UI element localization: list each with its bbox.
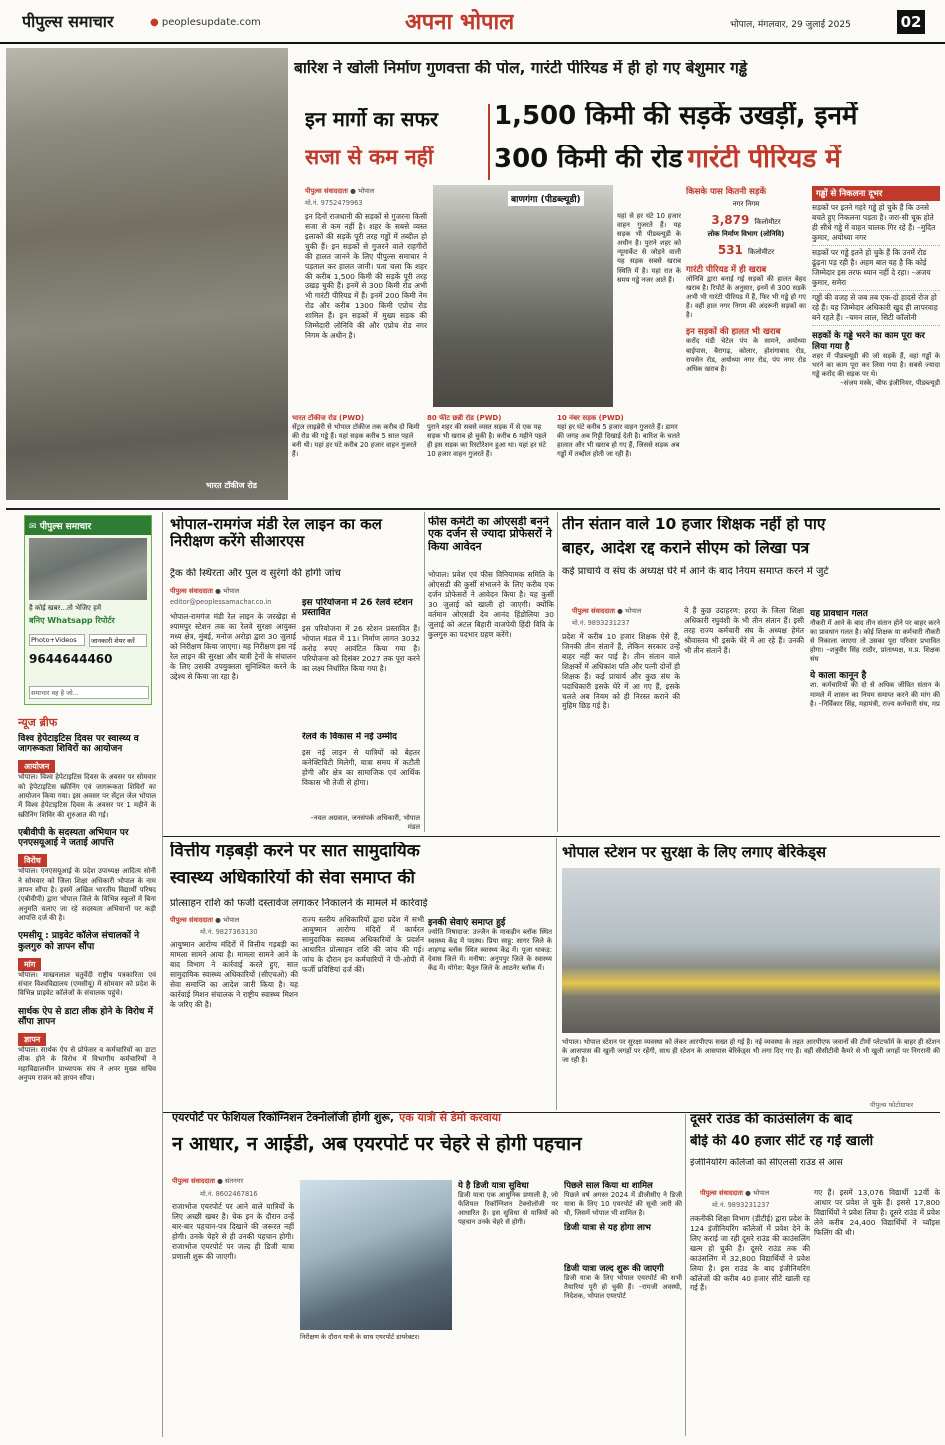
sidebar-right <box>812 186 940 501</box>
airport-byline: पीपुल्स संवाददाता ● संतनगर <box>172 1177 244 1185</box>
page-number: 02 <box>897 10 925 34</box>
stats-sub-2-text: करोंद मंडी चेटेल पंप के सामने, अयोध्या बाईपास, बैरागढ़, कोलार, होशंगाबाद रोड, रायसेन रोड, अयोध्या नगर रोड, पंप नगर रोड अधिक खराब है। <box>686 337 806 373</box>
airport-photo-caption: निरीक्षण के दौरान यात्री के साथ एयरपोर्ट डायरेक्टर। <box>300 1333 420 1341</box>
ad-field-2: जानकारी शेयर करें <box>89 634 147 647</box>
health-phone: मो.नं. 9827363130 <box>200 928 258 936</box>
caption-text: यहां हर घंटे करीब 5 हजार वाहन गुजरते हैं। डामर की जगह अब गिट्टी दिखाई देती है। बारिश के चलते हालात और भी खराब हो गए हैं, जिससे सड़क अब गड्ढों में तब्दील होती जा रही है। <box>557 423 680 458</box>
stats-title: किसके पास कितनी सड़कें <box>686 187 766 197</box>
globe-icon: ● <box>150 17 159 28</box>
sidebar-header: गड्ढों से निकलना दूभर <box>812 186 940 201</box>
sidebar-quote-text: शहर में पीडब्ल्यूडी की जो सड़कें हैं, वहां गड्ढों के भरने का काम पूरा कर लिया गया है। सबसे ज्यादा गड्ढे करोंद की सड़क पर थे। <box>812 351 940 379</box>
masthead <box>0 0 945 44</box>
health-body-2: राज्य स्तरीय अधिकारियों द्वारा प्रदेश में सभी आयुष्मान आरोग्य मंदिरों में कार्यरत सामुदायिक स्वास्थ्य अधिकारियों के प्रदर्शन आधारित प्रोत्साहन राशि की जांच की गई। जांच के दौरान इन कर्मचारियों ने पी-ओपी में फर्जी प्रविष्टियां दर्ज कीं। <box>302 915 424 974</box>
rail-email: editor@peoplessamachar.co.in <box>170 598 272 606</box>
rail-body-3: इस नई लाइन से यात्रियों को बेहतर कनेक्टिविटी मिलेगी, यात्रा समय में कटौती होगी और क्षेत्र का सामाजिक एवं आर्थिक विकास भी तेजी से होगा। <box>302 748 420 787</box>
rail-body-2: इस परियोजना में 26 स्टेशन प्रस्तावित हैं। भोपाल मंडल में 11। निर्माण लागत 3032 करोड़ रुपए आवंटित किया गया है। परियोजना को दिसंबर 2027 तक पूरा करने का लक्ष्य निर्धारित किया गया है। <box>302 624 420 673</box>
teachers-body: प्रदेश में करीब 10 हजार शिक्षक ऐसे हैं, जिनकी तीन संतानें हैं, लेकिन सरकार उन्हें बाहर नहीं कर पाई है। तीन संतान वाले शिक्षकों में अधिकांश पति और पत्नी दोनों ही शिक्षक हैं। कई प्राचार्य और कुछ संघ के पदाधिकारी इसके घेरे में आ गए हैं, इसके चलते अब नियम को ही निरस्त कराने की मुहिम छिड़ गई है। <box>562 632 680 711</box>
brief-tag: विरोध <box>18 854 47 867</box>
ad-header: ✉ पीपुल्स समाचार <box>25 516 151 535</box>
stats-box <box>686 186 806 501</box>
airport-body: राजाभोज एयरपोर्ट पर आने वाले यात्रियों के लिए अच्छी खबर है। चेक इन के दौरान उन्हें बार-बार पहचान-पत्र दिखाने की जरूरत नहीं होगी। उनके चेहरे से ही उनकी पहचान होगी। राजाभोज एयरपोर्ट पर जल्द ही डिजी यात्रा प्रणाली शुरू की जाएगी। <box>172 1202 294 1261</box>
caption-3 <box>557 414 681 458</box>
fees-headline: फीस कमेटी का ओएसडी बनने एक दर्जन से ज्यादा प्रोफेसरों ने किया आवेदन <box>428 516 552 553</box>
brief-title: न्यूज ब्रीफ <box>18 716 58 729</box>
rail-divider <box>424 512 425 832</box>
brief-tag: मांग <box>18 958 41 971</box>
airport-phone: मो.नं. 8602467816 <box>200 1190 258 1198</box>
lead-headline-2: 300 किमी की रोड गारंटी पीरियड में <box>494 145 841 174</box>
ad-line-2: बनिए Whatsapp रिपोर्टर <box>29 616 115 625</box>
rail-quote-by: –नवल अग्रवाल, जनसंपर्क अधिकारी, भोपाल मंडल <box>310 814 420 832</box>
caption-1 <box>292 414 420 458</box>
caption-title: 80 फीट छन्नी रोड (PWD) <box>427 414 502 422</box>
lead-photo <box>6 48 288 500</box>
road-photo <box>433 185 613 407</box>
airport-headline: न आधार, न आईडी, अब एयरपोर्ट पर चेहरे से होगी पहचान <box>172 1134 582 1155</box>
news-brief <box>18 715 156 1415</box>
health-headline-1: वित्तीय गड़बड़ी करने पर सात सामुदायिक <box>170 842 420 861</box>
station-photo <box>562 868 940 1033</box>
station-photo-by: पीपुल्स फोटोग्राफर <box>870 1101 914 1109</box>
sidebar-item: सड़कों पर इतने गहरे गड्ढे हो चुके हैं कि उनसे बचते हुए निकलना पड़ता है। जरा-सी चूक होते ही सीधे गड्ढे में वाहन चालक गिर रहे हैं। –मुदित कुमार, अयोध्या नगर <box>812 201 940 246</box>
chat-icon: ✉ <box>29 522 37 532</box>
airport-photo <box>300 1180 452 1330</box>
counselling-sub: इंजीनियरिंग कॉलेजों को सीएलसी राउंड से आस <box>690 1158 843 1168</box>
counselling-phone: मो.नं. 9893231237 <box>712 1201 770 1209</box>
stats-sub-2: इन सड़कों की हालत भी खराब <box>686 327 781 338</box>
brief-item: विश्व हेपेटाइटिस दिवस पर स्वास्थ्य व जागरूकता शिविरों का आयोजन आयोजन भोपाल। विश्व हेपेटाइटिस दिवस के अवसर पर सोमवार को हेपेटाइटिस स्क्रीनिंग एवं जागरूकता शिविरों का आयोजन किया गया। इस अवसर पर सेंट्रल जेल भोपाल में विश्व हेपेटाइटिस दिवस के अवसर पर 1 महीने के स्क्रीनिंग शिविर की शुरुआत की गई। <box>18 734 156 819</box>
left-col-divider <box>162 512 163 1437</box>
road-photo-label: बाणगंगा (पीडब्ल्यूडी) <box>508 191 584 206</box>
rail-body: भोपाल-रामगंज मंडी रेल लाइन के जरखेड़ा से श्यामपुर स्टेशन तक का रेलवे सुरक्षा आयुक्त मध्य क्षेत्र, मुंबई, मनोज अरोड़ा द्वारा 30 जुलाई को निरीक्षण किया जाएगा। यह निरीक्षण इस नई रेल लाइन की सुरक्षा और यात्री ट्रेनों के संचालन के लिए उसकी उपयुक्तता सुनिश्चित करने के उद्देश्य से किया जा रहा है। <box>170 612 296 681</box>
road-captions <box>292 414 682 504</box>
paper-name: पीपुल्स समाचार <box>22 12 114 31</box>
rail-byline: पीपुल्स संवाददाता ● भोपाल <box>170 587 240 595</box>
brief-item: एबीवीपी के सदस्यता अभियान पर एनएसयूआई ने जताई आपत्ति विरोध भोपाल। एनएसयूआई के प्रदेश उपाध्यक्ष आदित्य सोनी ने सोमवार को जिला शिक्षा अधिकारी भोपाल के नाम ज्ञापन सौंपा है। इसमें अखिल भारतीय विद्यार्थी परिषद (एबीवीपी) द्वारा भोपाल जिले के विभिन्न स्कूलों में बिना अनुमति चलाए जा रहे सदस्यता अभियानों पर कड़ी आपत्ति दर्ज की है। <box>18 828 156 923</box>
lead-headline-1: 1,500 किमी की सड़कें उखड़ीं, इनमें <box>494 102 858 131</box>
section-title: अपना भोपाल <box>405 10 515 35</box>
sidebar-quote-head: सड़कों के गड्ढे भरने का काम पूरा कर लिया गया है <box>812 330 925 352</box>
fees-body: भोपाल। प्रवेश एवं फीस विनियामक समिति के ओएसडी की कुर्सी संभालने के लिए करीब एक दर्जन प्रोफेसरों ने आवेदन किया है। यह कुर्सी 30 जुलाई को खाली हो जाएगी। क्योंकि वर्तमान ओएसडी देव आनंद हिंडोलिया 30 जुलाई को अटल बिहारी वाजपेयी हिंदी विवि के कुलगुरु का पदभार ग्रहण करेंगे। <box>428 570 554 639</box>
row-divider <box>6 508 940 510</box>
rail-sub-2: इस परियोजना में 26 रेलवे स्टेशन प्रस्तावित <box>302 598 413 619</box>
caption-title: 10 नंबर सड़क (PWD) <box>557 414 624 422</box>
stats-sub-1: गारंटी पीरियड में ही खराब <box>686 265 767 275</box>
ad-footer: समाचार वह है जो... <box>29 686 149 699</box>
teachers-headline-2: बाहर, आदेश रद्द कराने सीएम को लिखा पत्र <box>562 540 810 557</box>
teachers-byline: पीपुल्स संवाददाता ● भोपाल <box>572 607 642 615</box>
website-url: ● peoplesupdate.com <box>150 17 261 28</box>
lead-byline: पीपुल्स संवाददाता ● भोपाल <box>305 187 375 195</box>
lead-side-head-1: इन मार्गो का सफर <box>305 108 439 131</box>
health-divider <box>556 838 557 1110</box>
paper-logo <box>22 10 114 32</box>
head-divider <box>488 104 490 180</box>
rail-headline: भोपाल-रामगंज मंडी रेल लाइन का कल निरीक्षण करेंगे सीआरएस <box>170 516 382 550</box>
mid-divider <box>163 836 940 837</box>
stats-row-2: लोक निर्माण विभाग (लोनिवि) 531 किलोमीटर <box>707 230 785 257</box>
ad-line-1: है कोई खबर...तो भेजिए हमें <box>29 604 102 612</box>
station-headline: भोपाल स्टेशन पर सुरक्षा के लिए लगाए बेरिकेड्स <box>562 844 826 861</box>
airport-side: ये है डिजी यात्रा सुविधा डिजी यात्रा एक आधुनिक प्रणाली है, जो फेशियल रिकॉग्निशन टेक्नोलॉजी पर आधारित है। इस सुविधा से यात्रियों को पहचान उनके चेहरे से होगी। पिछले साल किया था शामिल पिछले वर्ष अगस्त 2024 में डीजीसीए ने डिजी यात्रा के लिए 10 एयरपोर्ट की सूची जारी की थी, जिसमें भोपाल भी शामिल है। डिजी यात्रा से यह होगा लाभ डिजी यात्रा जल्द शुरू की जाएगी डिजी यात्रा के लिए भोपाल एयरपोर्ट की सभी तैयारियां पूरी हो चुकी हैं। –रामजी अवस्थी, निदेशक, भोपाल एयरपोर्ट <box>458 1181 682 1301</box>
teachers-body-2: ये हैं कुछ उदाहरण: हरदा के जिला शिक्षा अधिकारी रघुवंशी के भी तीन संतान हैं। इसी तरह राज्य कर्मचारी संघ के अध्यक्ष हेमंत श्रीवास्तव भी इसके घेरे में आ रहे हैं। उनकी भी तीन संतानें हैं। <box>684 606 804 655</box>
teachers-headline-1: तीन संतान वाले 10 हजार शिक्षक नहीं हो पाए <box>562 516 826 533</box>
caption-title: भारत टॉकीज रोड (PWD) <box>292 414 365 422</box>
sidebar-quote-by: –संजय मस्के, चीफ इंजीनियर, पीडब्ल्यूडी <box>840 379 940 388</box>
caption-2 <box>427 414 552 458</box>
sidebar-item: गड्ढों की वजह से जब तब एक-दो हादसे रोज हो रहे हैं। यह जिम्मेदार अधिकारी खुद ही लापरवाह बने रहते हैं। –चमन लाल, सिटी कॉलोनी <box>812 291 940 326</box>
airport-kicker: एयरपोर्ट पर फेशियल रिकॉग्निशन टेक्नोलॉजी होगी शुरू, एक यात्री से डेमो करवाया <box>172 1111 502 1124</box>
ad-field-1: Photo+Videos <box>29 634 85 646</box>
brief-tag: आयोजन <box>18 760 55 773</box>
rail-sub: ट्रैक की स्थिरता और पुल व सुरंगों की होगी जांच <box>170 568 341 579</box>
stats-row-1: नगर निगम 3,879 किलोमीटर <box>711 200 781 227</box>
teachers-side: यह प्रावधान गलत नौकरी में आने के बाद तीन संतान होने पर बाहर करने का प्रावधान गलत है। कोई शिक्षक या कर्मचारी नौकरी से निकाला जाएगा तो उसका पूरा परिवार प्रभावित होगा। –शत्रुवीर सिंह राठौर, प्रांताध्यक्ष, म.प्र. शिक्षक संघ ये काला कानून है शा. कर्मचारियों की दो से अधिक जीवित संतान के मामले में शासन का नियम समाप्त करने की मांग की है। –निर्विकार सिंह, महामंत्री, राज्य कर्मचारी संघ, मप्र <box>810 609 940 708</box>
ad-number: 9644644460 <box>29 652 113 666</box>
sidebar-item: सड़कों पर गड्ढे इतने हो चुके हैं कि उनमें रोड ढूंढ़ना पड़ रही है। अहम बात यह है कि कोई जिम्मेदार इस तरफ ध्यान नहीं दे रहा। –अजय कुमार, समेरा <box>812 246 940 291</box>
dateline: भोपाल, मंगलवार, 29 जुलाई 2025 <box>730 20 851 30</box>
rail-sub-3: रेलवे के विकास में नई उम्मीद <box>302 732 397 742</box>
counselling-body-2: गए हैं। इसमें 13,076 विद्यार्थी 12वीं के आधार पर प्रवेश ले चुके हैं। इससे 17,800 विद्यार्थियों ने प्रवेश लिया है। दूसरे राउंड में प्रवेश लेने करीब 24,400 विद्यार्थियों ने च्वॉइस फिलिंग की थी। <box>814 1188 940 1237</box>
brief-item: एमसीयू : प्राइवेट कॉलेज संचालकों ने कुलगुरु को ज्ञापन सौंपा मांग भोपाल। माखनलाल चतुर्वेदी राष्ट्रीय पत्रकारिता एवं संचार विश्वविद्यालय (एमसीयू) में सोमवार को प्रदेश के विभिन्न प्राइवेट कॉलेजों के संचालक पहुंचे। <box>18 931 156 998</box>
health-list: इनकी सेवाएं समाप्त हुई ज्योति निषादाज: उज्जैन के माकड़ीन ब्लॉक स्थित स्वास्थ्य केंद्र में पदस्थ। प्रिया साहू: सागर जिले के शाहगढ़ ब्लॉक स्थित स्वास्थ्य केंद्र में। पूजा धाकड़: देवास जिले में। मनीषा: अनूपपुर जिले के स्वास्थ्य केंद्र में। योगेश: बैतूल जिले के आठनेर ब्लॉक में। <box>428 918 552 973</box>
road-photo-text: यहां से हर घंटे 10 हजार वाहन गुजरते हैं। यह सड़क भी पीडब्ल्यूडी के अधीन है। पुराने शहर को न्यूमार्केट से जोड़ने वाली यह सड़क सबसे खराब स्थिति में है। यहां रात के समय गड्ढे नजर आते हैं। <box>617 212 681 284</box>
caption-text: पुराने शहर की सबसे व्यस्त सड़क में से एक यह सड़क भी खराब हो चुकी है। करीब 6 महीने पहले ही इस सड़क का रिस्टोरेशन हुआ था। यहां हर घंटे 10 हजार वाहन गुजरते हैं। <box>427 423 547 458</box>
health-body: आयुष्मान आरोग्य मंदिरों में वित्तीय गड़बड़ी का मामला सामने आया है। मामला सामने आने के बाद विभाग ने कार्रवाई करते हुए, सात सामुदायिक स्वास्थ्य अधिकारियों (सीएचओ) की सेवा समाप्ति का आदेश जारी किया है। यह कार्रवाई मिशन संचालक ने राष्ट्रीय स्वास्थ्य मिशन के जरिए की है। <box>170 940 298 1009</box>
brief-tag: ज्ञापन <box>18 1033 46 1046</box>
fees-divider <box>557 512 558 832</box>
ad-photo <box>29 538 147 600</box>
caption-text: सेंट्रल लाइब्रेरी से भोपाल टॉकीज तक करीब दो किमी की रोड की गड्ढे हैं। यहां सड़क करीब 5 साल पहले बनी थी। यहां हर घंटे करीब 20 हजार वाहन गुजरते हैं। <box>292 423 420 458</box>
airport-divider <box>685 1114 686 1436</box>
health-sub: प्रोत्साहन राशि को फर्जी दस्तावेज लगाकर निकालने के मामले में कार्रवाई <box>170 898 428 909</box>
counselling-headline-2: बीई की 40 हजार सीटें रह गईं खाली <box>690 1134 874 1149</box>
photo-label: भारत टॉकीज रोड <box>206 481 257 490</box>
lead-phone: मो.नं. 9752479963 <box>305 199 363 207</box>
health-byline: पीपुल्स संवाददाता ● भोपाल <box>170 916 240 924</box>
brief-item: सार्थक ऐप से डाटा लीक होने के विरोध में सौंपा ज्ञापन ज्ञापन भोपाल। सार्थक ऐप से प्रोफेसर व कर्मचारियों का डाटा लीक होने के विरोध में विभागीय कर्मचारियों ने महाविद्यालयीन प्राध्यापक संघ ने अपर मुख्य सचिव अनुपम राजन को ज्ञापन सौंपा। <box>18 1006 156 1082</box>
lead-kicker: बारिश ने खोली निर्माण गुणवत्ता की पोल, गारंटी पीरियड में ही हो गए बेशुमार गड्ढे <box>294 60 748 77</box>
counselling-headline-1: दूसरे राउंड की काउंसलिंग के बाद <box>690 1112 853 1127</box>
counselling-body: तकनीकी शिक्षा विभाग (डीटीई) द्वारा प्रदेश के 124 इंजीनियरिंग कॉलेजों में प्रवेश देने के लिए कराई जा रही दूसरे राउंड की काउंसलिंग खत्म हो चुकी है। दूसरे राउंड तक की काउंसलिंग में 32,800 विद्यार्थियों ने प्रवेश लिया है। इस राउंड के बाद इंजीनियरिंग कॉलेजों की करीब 40 हजार सीटें खाली रह गई हैं। <box>690 1214 810 1293</box>
lead-body: इन दिनों राजधानी की सड़कों से गुजरना किसी सजा से कम नहीं है। शहर के सबसे व्यस्त इलाकों की सड़कें पूरी तरह गड्ढों में तब्दील हो चुकी हैं। इन सड़कों से गुजरने वाले राहगीरों की हालत जानने के लिए पीपुल्स समाचार ने पड़ताल कर हालत जानी। पता चला कि शहर की करीब 1,500 किमी की सड़कें पूरी तरह उखड़ चुकी हैं। इनमें से 300 किमी रोड अभी भी गारंटी पीरियड में हैं। इनमें 200 किमी नेम रोड और करीब 1300 किमी एप्रोच रोड शामिल हैं। इन सड़कों में मुख्य सड़क की जिम्मेदारी लोनिवि की और एप्रोच रोड नगर निगम के अधीन है। <box>305 212 427 341</box>
lead-side-head-2: सजा से कम नहीं <box>305 146 434 169</box>
whatsapp-ad <box>24 515 152 705</box>
counselling-byline: पीपुल्स संवाददाता ● भोपाल <box>700 1189 770 1197</box>
station-caption: भोपाल। भोपाल स्टेशन पर सुरक्षा व्यवस्था को लेकर आरपीएफ सख्त हो गई है। नई व्यवस्था के तहत आरपीएफ जवानों की टीमों प्लेटफॉर्म के बाहर ही स्टेशन के आसपास की खुली जगहों पर रहेंगी, साथ ही स्टेशन के आसपास बेरिकेड्स भी लगा दिए गए हैं। वहीं सीसीटीवी कैमरे से भी खुली जगहों पर निगरानी की जा रही है। <box>562 1038 940 1065</box>
stats-sub-1-text: लोनिवि द्वारा बनाई गई सड़कों की हालत बेहद खराब है। रिपोर्ट के अनुसार, इनमें से 300 सड़कें अभी भी गारंटी पीरियड में हैं, फिर भी गड्ढे हो गए हैं। वहीं हाल नगर निगम की अंदरूनी सड़कों का है। <box>686 275 806 320</box>
health-headline-2: स्वास्थ्य अधिकारियों की सेवा समाप्त की <box>170 869 415 888</box>
teachers-sub: कई प्राचार्य व संघ के अध्यक्ष घेरे में आने के बाद नियम समाप्त करने में जुटे <box>562 566 829 577</box>
teachers-phone: मो.नं. 9893231237 <box>572 619 630 627</box>
